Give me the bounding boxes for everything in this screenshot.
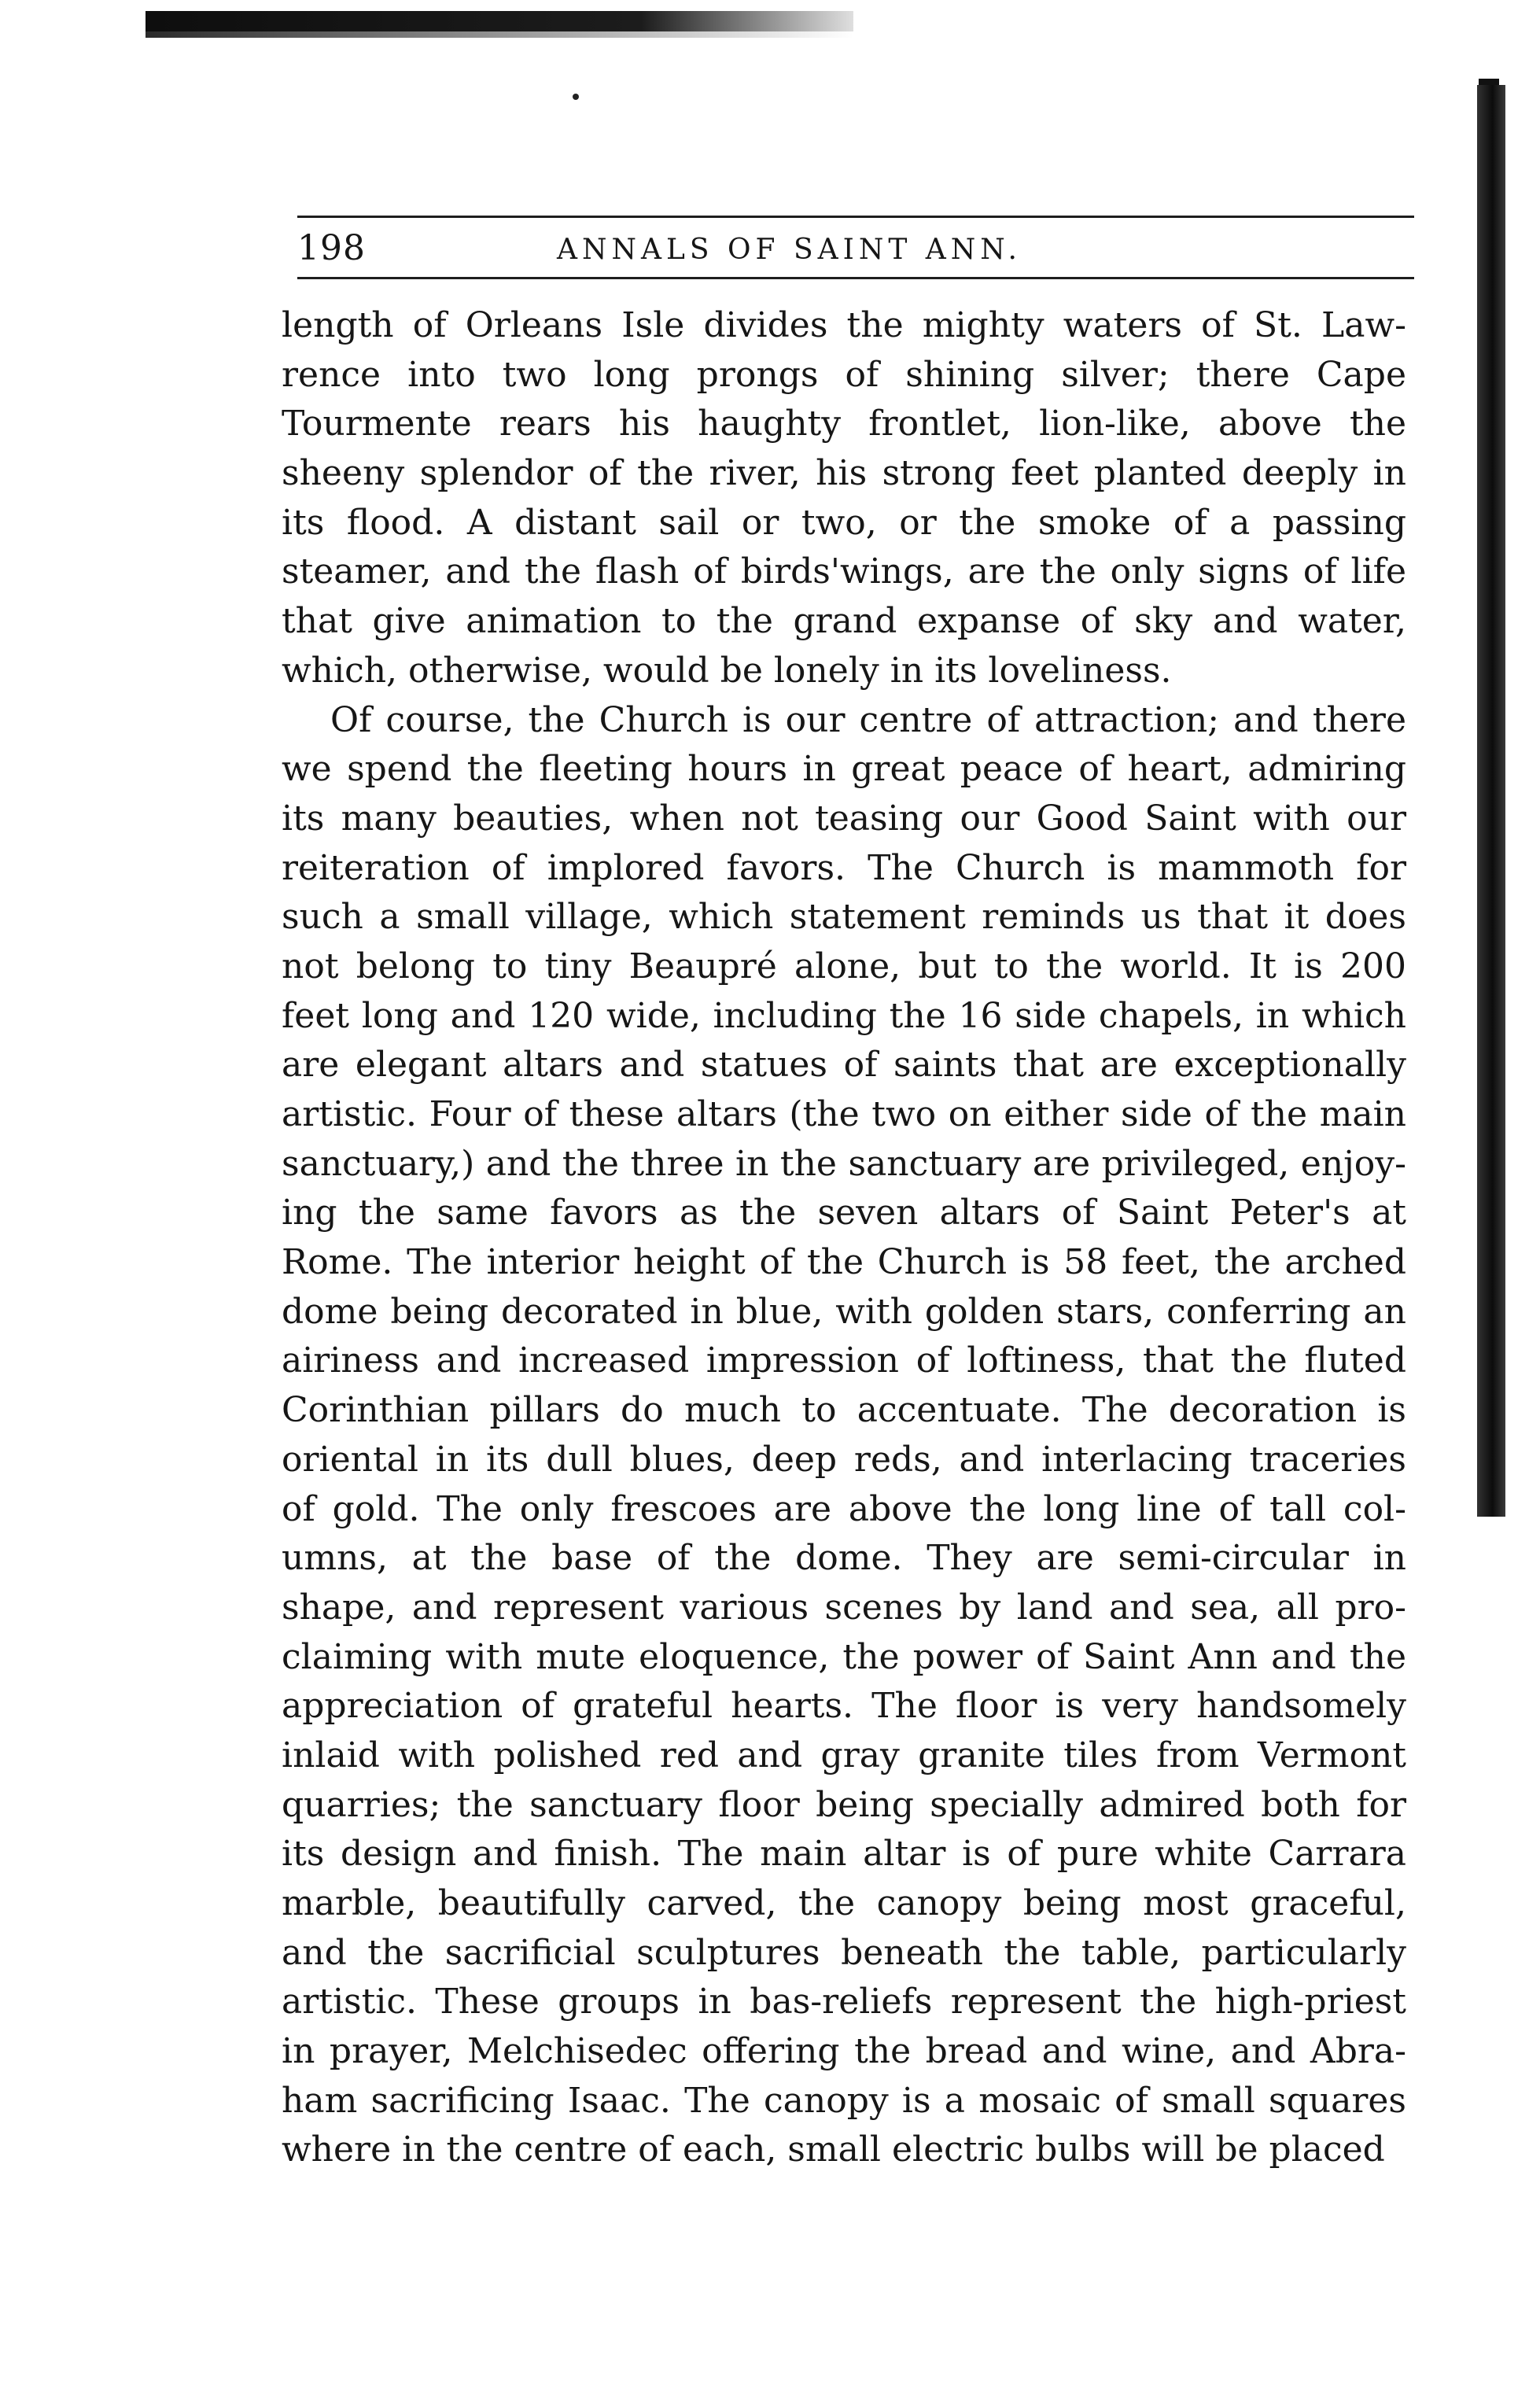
page-number: 198: [297, 228, 366, 268]
scan-speck: [573, 94, 579, 100]
header-rule-top: [297, 216, 1414, 218]
text-line: such a small village, which statement reminds us that it does: [282, 897, 1406, 938]
text-line: of gold. The only frescoes are above the long line of tall col-: [282, 1488, 1406, 1529]
text-line: Of course, the Church is our centre of attraction; and there: [330, 699, 1406, 740]
text-line: dome being decorated in blue, with golden stars, conferring an: [282, 1291, 1406, 1332]
text-line: its many beauties, when not teasing our Good Saint with our: [282, 798, 1406, 839]
text-line: steamer, and the flash of birds'wings, are the only signs of life: [282, 551, 1406, 592]
scan-top-edge-fade: [146, 31, 853, 38]
text-line: we spend the fleeting hours in great peace of heart, admiring: [282, 749, 1406, 790]
text-line: in prayer, Melchisedec offering the bread and wine, and Abra-: [282, 2031, 1406, 2072]
text-line: Tourmente rears his haughty frontlet, lion-like, above the: [282, 404, 1406, 444]
text-line: claiming with mute eloquence, the power of Saint Ann and the: [282, 1636, 1406, 1677]
text-line: inlaid with polished red and gray granite tiles from Vermont: [282, 1735, 1406, 1775]
body-text: [282, 301, 1406, 2175]
text-line: quarries; the sanctuary floor being specially admired both for: [282, 1784, 1406, 1825]
page-header-title: ANNALS OF SAINT ANN.: [557, 234, 1022, 266]
text-line: Rome. The interior height of the Church is 58 feet, the arched: [282, 1242, 1406, 1283]
text-line: ham sacrificing Isaac. The canopy is a mosaic of small squares: [282, 2080, 1406, 2121]
text-line: and the sacrificial sculptures beneath the table, particularly: [282, 1932, 1406, 1973]
text-line: marble, beautifully carved, the canopy being most graceful,: [282, 1883, 1406, 1923]
text-line: its design and finish. The main altar is of pure white Carrara: [282, 1834, 1406, 1875]
text-line: feet long and 120 wide, including the 16 side chapels, in which: [282, 995, 1406, 1036]
scan-top-edge-shadow: [146, 11, 853, 31]
header-rule-bottom: [297, 277, 1414, 279]
text-line: rence into two long prongs of shining silver; there Cape: [282, 354, 1406, 395]
text-line: shape, and represent various scenes by land and sea, all pro-: [282, 1587, 1406, 1628]
text-line: sanctuary,) and the three in the sanctuary are privileged, enjoy-: [282, 1143, 1406, 1184]
text-line: artistic. Four of these altars (the two on either side of the main: [282, 1094, 1406, 1134]
text-line: that give animation to the grand expanse of sky and water,: [282, 601, 1406, 642]
text-line: sheeny splendor of the river, his strong feet planted deeply in: [282, 453, 1406, 494]
text-line: ing the same favors as the seven altars of Saint Peter's at: [282, 1193, 1406, 1233]
text-line: airiness and increased impression of loftiness, that the fluted: [282, 1340, 1406, 1381]
scan-right-edge-shadow: [1477, 85, 1505, 1517]
text-line: its flood. A distant sail or two, or the smoke of a passing: [282, 502, 1406, 543]
text-line: which, otherwise, would be lonely in its loveliness.: [282, 650, 1172, 691]
text-line: Corinthian pillars do much to accentuate. The decoration is: [282, 1390, 1406, 1431]
running-head: [297, 203, 1414, 282]
text-line: not belong to tiny Beaupré alone, but to the world. It is 200: [282, 946, 1406, 986]
text-line: appreciation of grateful hearts. The floor is very handsomely: [282, 1686, 1406, 1727]
text-line: length of Orleans Isle divides the mighty waters of St. Law-: [282, 305, 1406, 345]
text-line: reiteration of implored favors. The Church is mammoth for: [282, 847, 1406, 888]
text-line: where in the centre of each, small electric bulbs will be placed: [282, 2129, 1385, 2170]
text-line: oriental in its dull blues, deep reds, and interlacing traceries: [282, 1439, 1406, 1480]
text-line: are elegant altars and statues of saints that are exceptionally: [282, 1045, 1406, 1086]
text-line: umns, at the base of the dome. They are semi-circular in: [282, 1538, 1406, 1579]
text-line: artistic. These groups in bas-reliefs represent the high-priest: [282, 1982, 1406, 2022]
